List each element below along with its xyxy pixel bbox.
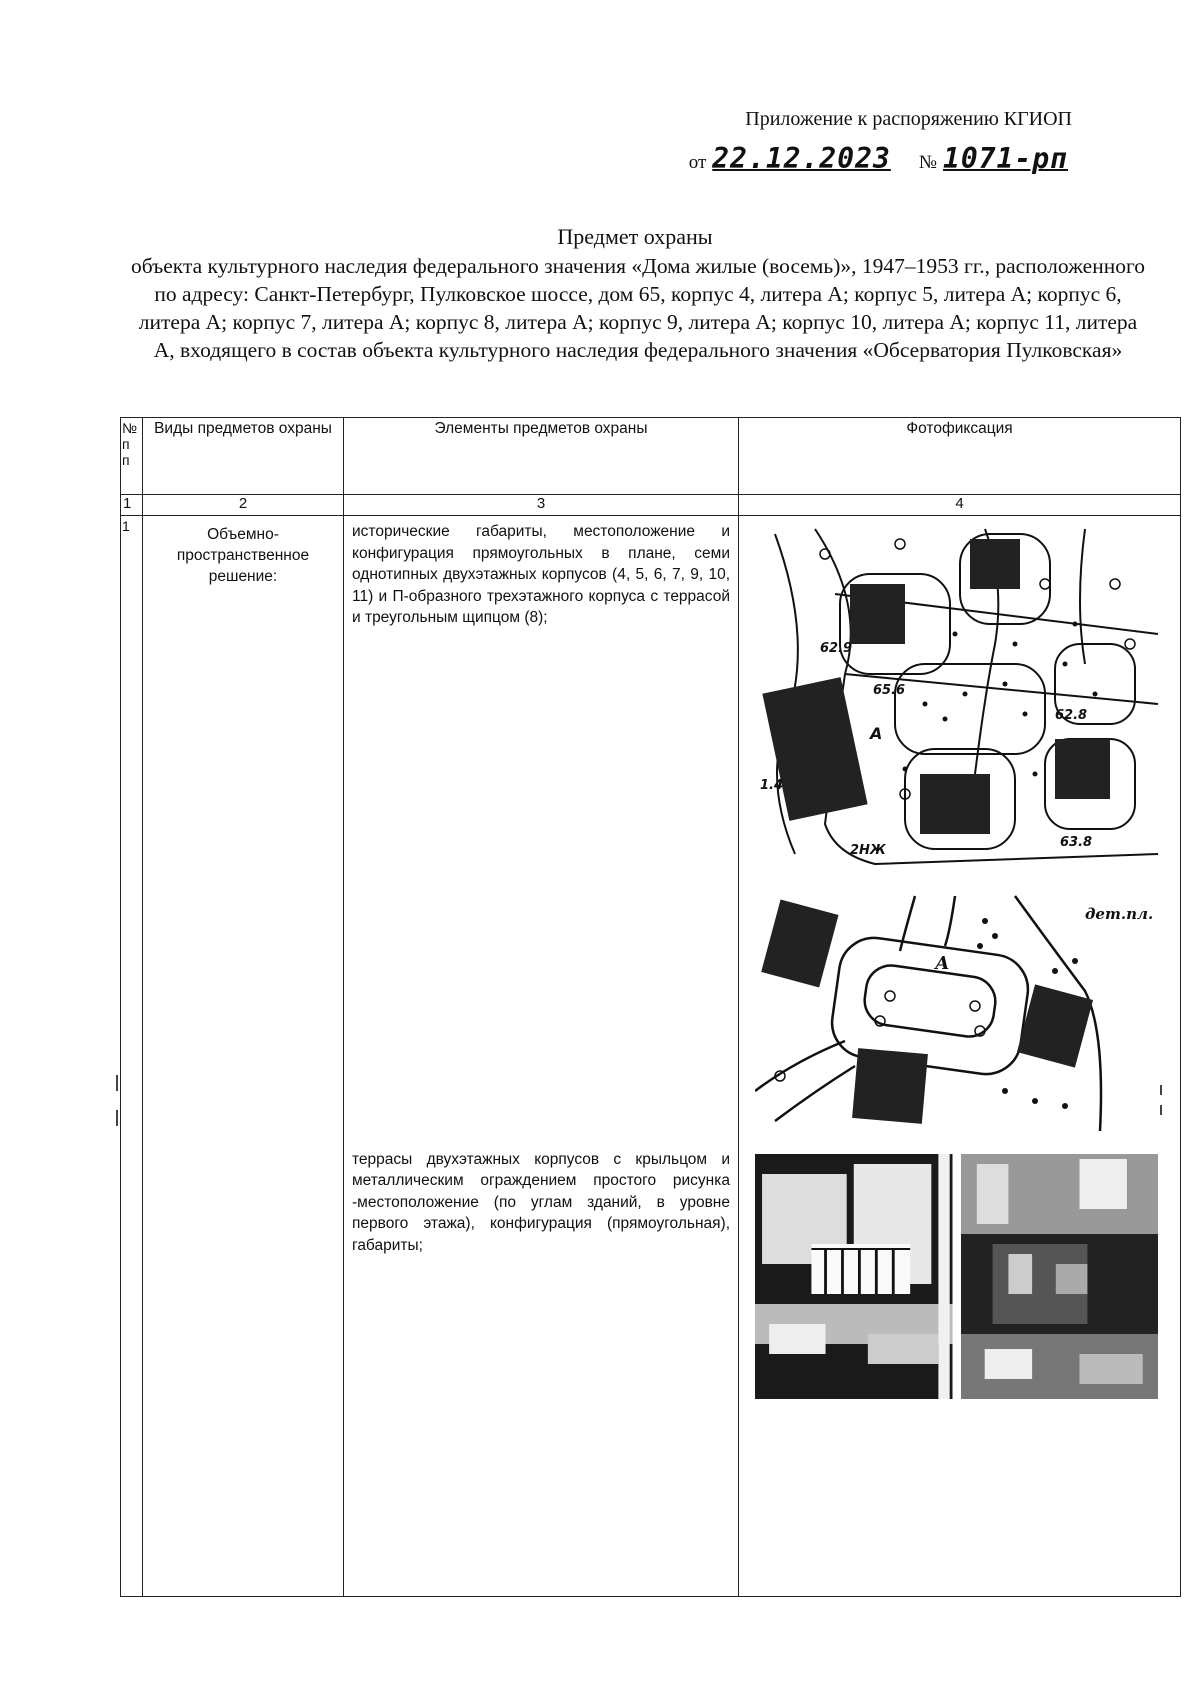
table-row — [121, 516, 1181, 1597]
margin-tick — [1160, 1105, 1162, 1115]
element-text-1: исторические габариты, местоположение и конфигурация прямоугольных в плане, семи однотипных двухэтажных корпусов (4, 5, 6, 7, 9, 10, 11) и П-образного трехэтажного корпуса с террасой и треугольным щипцом (8); — [352, 523, 730, 626]
row-photos — [739, 516, 1181, 1597]
col-num-1: 1 — [121, 495, 143, 516]
map1-mark-4: 63.8 — [1060, 835, 1093, 850]
map1-mark-1: 62.9 — [820, 641, 853, 656]
header-photo: Фотофиксация — [739, 418, 1181, 495]
document-subtitle: объекта культурного наследия федерального значения «Дома жилые (восемь)», 1947–1953 гг., расположенного по адресу: Санкт-Петербург, Пулковское шоссе, дом 65, корпус 4, литера А; корпус 5, литера А; корпус 6, литера А; корпус 7, литера А; корпус 8, литера А; корпус 9, литера А; корпус 10, литера А; корпус 11, литера А, входящего в состав объекта культурного наследия федерального значения «Обсерватория Пулковская» — [130, 254, 1146, 362]
row-elements — [344, 516, 739, 1597]
margin-tick — [116, 1110, 118, 1126]
map1-mark-7: 1.4 — [760, 778, 784, 793]
attachment-heading: Приложение к распоряжению КГИОП — [745, 108, 1072, 130]
margin-tick — [116, 1075, 118, 1091]
terrace-photo-left — [755, 1154, 953, 1399]
header-kind: Виды предметов охраны — [143, 418, 344, 495]
margin-tick — [1160, 1085, 1162, 1095]
order-line — [689, 142, 1068, 175]
site-plan-map — [755, 524, 1158, 879]
map1-mark-6: 2НЖ — [850, 843, 886, 858]
map1-mark-5: А — [870, 724, 883, 743]
number-prefix: № — [918, 152, 937, 173]
col-num-3: 3 — [344, 495, 739, 516]
column-number-row — [121, 495, 1181, 516]
terrace-photo-right — [961, 1154, 1159, 1399]
element-text-2: террасы двухэтажных корпусов с крыльцом и металлическим ограждением простого рисунка -местоположение (по углам зданий, в уровне первого этажа), конфигурация (прямоугольная), габариты; — [352, 1150, 730, 1254]
order-date: 22.12.2023 — [712, 142, 891, 175]
protection-table — [120, 417, 1181, 1597]
map2-mark-1: дет.пл. — [1085, 905, 1154, 923]
map2-mark-2: А — [935, 953, 950, 974]
document-title: Предмет охраны — [557, 224, 713, 249]
row-kind: Объемно-пространственное решение: — [143, 516, 344, 1597]
courtyard-plan-map — [755, 891, 1158, 1141]
map1-mark-3: 62.8 — [1055, 708, 1088, 723]
header-number: № п п — [121, 418, 143, 495]
map1-mark-2: 65.6 — [873, 683, 906, 698]
header-elements: Элементы предметов охраны — [344, 418, 739, 495]
col-num-2: 2 — [143, 495, 344, 516]
table-header-row — [121, 418, 1181, 495]
row-number: 1 — [121, 516, 143, 1597]
date-prefix: от — [688, 152, 707, 173]
col-num-4: 4 — [739, 495, 1181, 516]
order-number: 1071-рп — [942, 142, 1068, 175]
terrace-photos — [755, 1154, 1158, 1399]
